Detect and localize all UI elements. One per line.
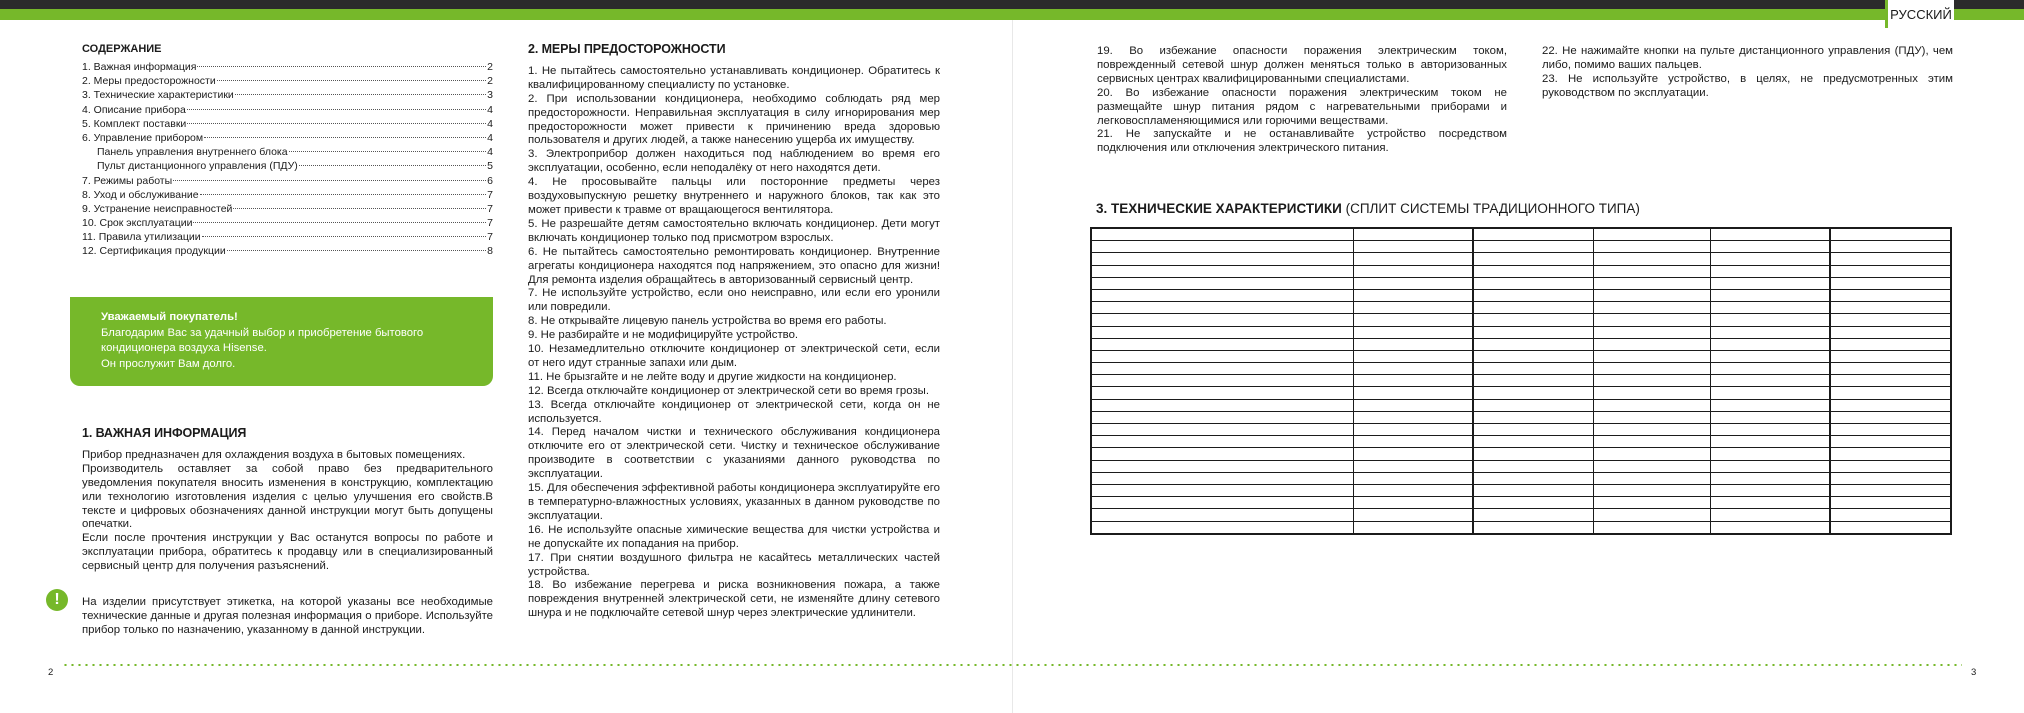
precaution-item: 8. Не открывайте лицевую панель устройства во время его работы. — [528, 315, 887, 328]
table-cell — [1593, 241, 1710, 253]
table-cell — [1473, 289, 1593, 301]
table-row — [1091, 484, 1951, 496]
toc-item-page: 4 — [487, 103, 493, 116]
precautions-continued-a — [1097, 45, 1507, 156]
table-cell — [1593, 460, 1710, 472]
table-cell — [1473, 265, 1593, 277]
table-cell — [1473, 484, 1593, 496]
precaution-item: 19. Во избежание опасности поражения электрическим током, поврежденный сетевой шнур должен меняться только в авторизованных сервисных центрах квалифицированными специалистами. — [1097, 45, 1507, 85]
table-cell — [1593, 228, 1710, 241]
table-cell — [1711, 277, 1831, 289]
table-cell — [1711, 363, 1831, 375]
table-cell — [1091, 326, 1353, 338]
table-cell — [1353, 484, 1473, 496]
table-cell — [1711, 460, 1831, 472]
table-cell — [1711, 338, 1831, 350]
table-cell — [1711, 350, 1831, 362]
table-cell — [1473, 253, 1593, 265]
table-cell — [1711, 228, 1831, 241]
table-cell — [1711, 314, 1831, 326]
precaution-item: 11. Не брызгайте и не лейте воду и другие жидкости на кондиционер. — [528, 370, 897, 383]
toc-item[interactable] — [82, 203, 493, 217]
toc-item-page: 4 — [487, 117, 493, 130]
toc-leader-dots — [204, 137, 486, 138]
table-cell — [1473, 228, 1593, 241]
table-cell — [1353, 399, 1473, 411]
toc-leader-dots — [173, 180, 486, 181]
table-cell — [1091, 460, 1353, 472]
table-cell — [1593, 411, 1710, 423]
toc-leader-dots — [299, 165, 486, 166]
table-cell — [1830, 350, 1951, 362]
language-tab: РУССКИЙ — [1885, 0, 1954, 28]
table-cell — [1353, 363, 1473, 375]
precaution-item: 18. Во избежание перегрева и риска возникновения пожара, а также повреждения внутренней электрической сети, не изменяйте длину сетевого шнура и не подключайте сетевой шнур через электрические удлинители. — [528, 579, 940, 620]
table-cell — [1830, 436, 1951, 448]
precaution-item: 5. Не разрешайте детям самостоятельно включать кондиционер. Дети могут включать кондиционер только под присмотром взрослых. — [528, 217, 940, 244]
section-title: 1. ВАЖНАЯ ИНФОРМАЦИЯ — [82, 426, 247, 440]
table-row — [1091, 338, 1951, 350]
table-cell — [1473, 424, 1593, 436]
precaution-item: 14. Перед началом чистки и технического обслуживания кондиционера отключите его от электрической сети. Чистку и техническое обслуживание производите в соответствии с указаниями данного руководства по эксплуатации. — [528, 426, 940, 481]
table-cell — [1830, 497, 1951, 509]
toc-item-label: Пульт дистанционного управления (ПДУ) — [97, 160, 298, 173]
precaution-item: 6. Не пытайтесь самостоятельно ремонтировать кондиционер. Внутренние агрегаты кондиционера находятся под напряжением, это опасно для жизни! Для ремонта изделия обращайтесь в авторизованный сервисный центр. — [528, 245, 940, 286]
table-cell — [1593, 448, 1710, 460]
toc-item[interactable] — [82, 104, 493, 118]
table-cell — [1353, 338, 1473, 350]
table-cell — [1473, 302, 1593, 314]
table-cell — [1593, 265, 1710, 277]
table-cell — [1711, 387, 1831, 399]
table-cell — [1353, 448, 1473, 460]
toc-item[interactable] — [82, 75, 493, 89]
table-cell — [1353, 460, 1473, 472]
table-row — [1091, 472, 1951, 484]
table-cell — [1091, 448, 1353, 460]
toc-item-page: 7 — [487, 231, 493, 244]
table-cell — [1473, 472, 1593, 484]
precaution-item: 13. Всегда отключайте кондиционер от электрической сети, когда он не используется. — [528, 398, 940, 425]
table-cell — [1091, 289, 1353, 301]
table-cell — [1353, 424, 1473, 436]
table-row — [1091, 448, 1951, 460]
section-specs-title — [1096, 201, 1640, 216]
table-cell — [1830, 277, 1951, 289]
table-cell — [1830, 241, 1951, 253]
table-cell — [1353, 521, 1473, 534]
toc-item[interactable] — [82, 61, 493, 75]
table-cell — [1473, 363, 1593, 375]
toc-item-label: 9. Устранение неисправностей — [82, 202, 233, 215]
table-row — [1091, 289, 1951, 301]
table-cell — [1711, 241, 1831, 253]
toc-item-page: 7 — [487, 217, 493, 230]
table-cell — [1473, 326, 1593, 338]
specs-table — [1090, 227, 1952, 535]
table-row — [1091, 521, 1951, 534]
table-cell — [1091, 314, 1353, 326]
toc-item[interactable] — [82, 146, 493, 160]
table-cell — [1473, 241, 1593, 253]
table-cell — [1473, 375, 1593, 387]
toc-item[interactable] — [82, 89, 493, 103]
table-row — [1091, 314, 1951, 326]
section-important-info — [82, 427, 493, 574]
table-row — [1091, 509, 1951, 521]
precaution-item: 3. Электроприбор должен находиться под наблюдением во время его эксплуатации, особенно, если неподалёку от него находятся дети. — [528, 148, 940, 175]
toc-item-page: 8 — [487, 245, 493, 258]
toc-leader-dots — [202, 236, 487, 237]
table-cell — [1830, 375, 1951, 387]
table-cell — [1830, 460, 1951, 472]
toc-leader-dots — [187, 109, 486, 110]
table-cell — [1353, 411, 1473, 423]
table-cell — [1711, 484, 1831, 496]
table-cell — [1711, 509, 1831, 521]
table-cell — [1091, 228, 1353, 241]
table-row — [1091, 326, 1951, 338]
table-cell — [1711, 521, 1831, 534]
toc-item-label: 11. Правила утилизации — [82, 231, 201, 244]
toc-item[interactable] — [82, 217, 493, 231]
precaution-item: 16. Не используйте опасные химические вещества для чистки устройства и не допускайте их попадания на прибор. — [528, 523, 940, 550]
table-cell — [1353, 289, 1473, 301]
table-cell — [1830, 265, 1951, 277]
table-cell — [1091, 253, 1353, 265]
table-cell — [1593, 277, 1710, 289]
toc-item-page: 2 — [487, 61, 493, 73]
toc-item[interactable] — [82, 245, 493, 259]
table-cell — [1091, 484, 1353, 496]
table-cell — [1473, 521, 1593, 534]
toc-item-label: 2. Меры предосторожности — [82, 75, 216, 88]
table-cell — [1473, 436, 1593, 448]
table-cell — [1353, 375, 1473, 387]
page-number: 2 — [48, 667, 54, 678]
table-cell — [1091, 424, 1353, 436]
table-cell — [1830, 448, 1951, 460]
table-cell — [1593, 484, 1710, 496]
table-cell — [1830, 289, 1951, 301]
toc-item-label: 1. Важная информация — [82, 61, 197, 73]
greeting-title: Уважаемый покупатель! — [101, 311, 238, 323]
precaution-item: 9. Не разбирайте и не модифицируйте устройство. — [528, 329, 799, 342]
table-cell — [1711, 497, 1831, 509]
table-row — [1091, 350, 1951, 362]
table-cell — [1593, 509, 1710, 521]
toc-item-label: 7. Режимы работы — [82, 174, 173, 187]
toc-item[interactable] — [82, 132, 493, 146]
toc-leader-dots — [193, 222, 486, 223]
table-cell — [1830, 314, 1951, 326]
table-cell — [1353, 387, 1473, 399]
table-cell — [1473, 497, 1593, 509]
table-cell — [1593, 375, 1710, 387]
table-row — [1091, 241, 1951, 253]
notice-text: На изделии присутствует этикетка, на которой указаны все необходимые технические данные и другая полезная информация о приборе. Используйте прибор только по назначению, указанному в данной инструкции. — [82, 596, 493, 636]
paragraph: Если после прочтения инструкции у Вас останутся вопросы по работе и эксплуатации прибора, обратитесь к продавцу или в специализированный сервисный центр для получения разъяснений. — [82, 532, 493, 573]
table-cell — [1830, 338, 1951, 350]
greeting-box — [70, 297, 493, 386]
precaution-item: 20. Во избежание опасности поражения электрическим током не размещайте шнур питания рядом с нагревательными приборами и легковоспламеняющимися или горючими веществами. — [1097, 86, 1507, 127]
section-title: 3. ТЕХНИЧЕСКИЕ ХАРАКТЕРИСТИКИ — [1096, 201, 1342, 216]
table-row — [1091, 436, 1951, 448]
table-row — [1091, 265, 1951, 277]
table-cell — [1711, 472, 1831, 484]
precautions-list — [1542, 45, 1953, 101]
table-row — [1091, 411, 1951, 423]
table-cell — [1091, 436, 1353, 448]
precaution-item: 2. При использовании кондиционера, необходимо соблюдать ряд мер предосторожности. Неправильная эксплуатация в силу игнорирования мер предосторожности может привести к причинению вреда здоровью пользователя и других людей, а также нанесению ущерба их имуществу. — [528, 92, 940, 147]
table-cell — [1473, 509, 1593, 521]
table-cell — [1353, 497, 1473, 509]
toc-leader-dots — [233, 208, 486, 209]
table-cell — [1830, 387, 1951, 399]
table-cell — [1593, 289, 1710, 301]
toc-title: СОДЕРЖАНИЕ — [82, 43, 162, 55]
greeting-line: кондиционера воздуха Hisense. — [101, 342, 267, 354]
toc-item[interactable] — [82, 118, 493, 132]
table-cell — [1711, 265, 1831, 277]
table-cell — [1593, 302, 1710, 314]
paragraph: Прибор предназначен для охлаждения воздуха в бытовых помещениях. — [82, 448, 466, 461]
toc-item[interactable] — [82, 160, 493, 174]
table-cell — [1711, 448, 1831, 460]
table-cell — [1091, 302, 1353, 314]
table-cell — [1593, 521, 1710, 534]
table-cell — [1473, 387, 1593, 399]
page-number: 3 — [1971, 667, 1977, 678]
toc-item[interactable] — [82, 231, 493, 245]
table-row — [1091, 302, 1951, 314]
precaution-item: 12. Всегда отключайте кондиционер от электрической сети во время грозы. — [528, 384, 930, 397]
table-cell — [1091, 338, 1353, 350]
table-cell — [1091, 375, 1353, 387]
table-cell — [1711, 289, 1831, 301]
toc-leader-dots — [235, 94, 486, 95]
table-cell — [1353, 326, 1473, 338]
section-precautions — [528, 43, 940, 621]
table-cell — [1593, 472, 1710, 484]
table-cell — [1593, 399, 1710, 411]
top-dark-bar — [0, 0, 2024, 9]
table-cell — [1830, 509, 1951, 521]
toc-item[interactable] — [82, 175, 493, 189]
table-cell — [1593, 387, 1710, 399]
table-cell — [1830, 411, 1951, 423]
table-cell — [1830, 521, 1951, 534]
table-cell — [1091, 497, 1353, 509]
section-title: 2. МЕРЫ ПРЕДОСТОРОЖНОСТИ — [528, 42, 726, 56]
table-row — [1091, 387, 1951, 399]
toc-item-page: 7 — [487, 188, 493, 201]
toc-item-page: 3 — [487, 89, 493, 102]
table-cell — [1353, 265, 1473, 277]
table-row — [1091, 497, 1951, 509]
table-cell — [1091, 241, 1353, 253]
table-row — [1091, 375, 1951, 387]
toc-leader-dots — [227, 250, 486, 251]
table-cell — [1830, 253, 1951, 265]
table-cell — [1353, 241, 1473, 253]
table-cell — [1830, 228, 1951, 241]
table-cell — [1830, 302, 1951, 314]
toc-item-page: 6 — [487, 174, 493, 187]
paragraph: Производитель оставляет за собой право без предварительного уведомления покупателя вносить изменения в конструкцию, комплектацию или технологию изготовления изделия с целью улучшения его свойств.В тексте и цифровых обозначениях данной инструкции могут быть допущены опечатки. — [82, 462, 493, 531]
table-cell — [1473, 448, 1593, 460]
table-cell — [1593, 338, 1710, 350]
precaution-item: 21. Не запускайте и не останавливайте устройство посредством подключения или отключения электрического питания. — [1097, 128, 1507, 155]
table-cell — [1091, 363, 1353, 375]
page-spread-divider — [1012, 20, 1013, 713]
table-cell — [1091, 350, 1353, 362]
table-cell — [1353, 472, 1473, 484]
toc-item-page: 4 — [487, 131, 493, 144]
table-cell — [1711, 399, 1831, 411]
table-cell — [1091, 472, 1353, 484]
table-cell — [1593, 326, 1710, 338]
toc-item-label: 8. Уход и обслуживание — [82, 188, 199, 201]
toc-leader-dots — [187, 123, 486, 124]
toc-item-label: 3. Технические характеристики — [82, 89, 234, 102]
precaution-item: 10. Незамедлительно отключите кондиционер от электрической сети, если от него идут странные запахи или дым. — [528, 343, 940, 369]
precaution-item: 7. Не используйте устройство, если оно неисправно, или если его уронили или повредили. — [528, 287, 940, 314]
toc-item-label: 4. Описание прибора — [82, 103, 186, 116]
toc-item-page: 4 — [487, 146, 493, 159]
table-cell — [1473, 314, 1593, 326]
table-cell — [1830, 326, 1951, 338]
toc-list — [82, 61, 493, 260]
table-cell — [1830, 399, 1951, 411]
table-cell — [1091, 387, 1353, 399]
table-cell — [1473, 277, 1593, 289]
table-cell — [1473, 411, 1593, 423]
toc-item-page: 7 — [487, 202, 493, 215]
precaution-item: 22. Не нажимайте кнопки на пульте дистанционного управления (ПДУ), чем либо, помимо ваших пальцев. — [1542, 45, 1953, 71]
precautions-continued-b — [1542, 45, 1953, 101]
table-cell — [1830, 363, 1951, 375]
table-cell — [1353, 253, 1473, 265]
table-cell — [1091, 399, 1353, 411]
table-cell — [1593, 253, 1710, 265]
table-cell — [1091, 509, 1353, 521]
toc-leader-dots — [289, 151, 487, 152]
table-cell — [1473, 460, 1593, 472]
table-cell — [1830, 484, 1951, 496]
table-row — [1091, 228, 1951, 241]
notice — [82, 596, 493, 638]
table-cell — [1711, 375, 1831, 387]
precaution-item: 1. Не пытайтесь самостоятельно устанавливать кондиционер. Обратитесь к квалифицированному специалисту по установке. — [528, 64, 940, 91]
table-cell — [1353, 509, 1473, 521]
toc-item-label: 5. Комплект поставки — [82, 117, 187, 130]
table-cell — [1593, 424, 1710, 436]
table-row — [1091, 363, 1951, 375]
table-cell — [1091, 521, 1353, 534]
table-cell — [1593, 436, 1710, 448]
table-cell — [1711, 326, 1831, 338]
table-row — [1091, 253, 1951, 265]
table-cell — [1473, 350, 1593, 362]
table-cell — [1473, 399, 1593, 411]
table-cell — [1593, 363, 1710, 375]
toc-item-page: 2 — [487, 75, 493, 88]
top-green-bar — [0, 9, 2024, 20]
footer-dotted-line — [62, 664, 1962, 666]
table-row — [1091, 277, 1951, 289]
toc-item-label: Панель управления внутреннего блока — [97, 146, 288, 159]
toc-item-label: 6. Управление прибором — [82, 131, 204, 144]
precautions-list — [1097, 45, 1507, 156]
table-cell — [1711, 253, 1831, 265]
table-of-contents — [82, 43, 493, 260]
table-cell — [1353, 228, 1473, 241]
table-cell — [1711, 424, 1831, 436]
table-row — [1091, 424, 1951, 436]
table-cell — [1593, 497, 1710, 509]
table-row — [1091, 399, 1951, 411]
toc-item[interactable] — [82, 189, 493, 203]
toc-item-page: 5 — [487, 160, 493, 173]
table-cell — [1091, 277, 1353, 289]
table-cell — [1830, 424, 1951, 436]
table-cell — [1593, 350, 1710, 362]
precautions-list — [528, 65, 940, 621]
table-cell — [1353, 277, 1473, 289]
toc-leader-dots — [217, 80, 486, 81]
table-cell — [1353, 350, 1473, 362]
greeting-line: Он прослужит Вам долго. — [101, 357, 236, 370]
section-subtitle: (СПЛИТ СИСТЕМЫ ТРАДИЦИОННОГО ТИПА) — [1345, 201, 1640, 216]
table-cell — [1091, 411, 1353, 423]
table-cell — [1711, 411, 1831, 423]
precaution-item: 17. При снятии воздушного фильтра не касайтесь металлических частей устройства. — [528, 551, 940, 578]
table-cell — [1353, 314, 1473, 326]
table-cell — [1353, 436, 1473, 448]
precaution-item: 4. Не просовывайте пальцы или посторонние предметы через воздуховыпускную решетку внутреннего и наружного блоков, так как это может привести к травме от вращающегося вентилятора. — [528, 176, 940, 216]
precaution-item: 15. Для обеспечения эффективной работы кондиционера эксплуатируйте его в температурно-влажностных условиях, указанных в данном руководстве по эксплуатации. — [528, 482, 940, 522]
toc-item-label: 12. Сертификация продукции — [82, 245, 226, 258]
table-cell — [1473, 338, 1593, 350]
table-cell — [1711, 436, 1831, 448]
toc-leader-dots — [200, 194, 487, 195]
exclamation-icon: ! — [46, 589, 68, 611]
toc-item-label: 10. Срок эксплуатации — [82, 217, 193, 230]
table-row — [1091, 460, 1951, 472]
table-cell — [1830, 472, 1951, 484]
table-cell — [1593, 314, 1710, 326]
table-cell — [1711, 302, 1831, 314]
table-cell — [1091, 265, 1353, 277]
greeting-line: Благодарим Вас за удачный выбор и приобретение бытового — [101, 326, 424, 339]
table-cell — [1353, 302, 1473, 314]
precaution-item: 23. Не используйте устройство, в целях, не предусмотренных этим руководством по эксплуатации. — [1542, 72, 1953, 99]
toc-leader-dots — [197, 66, 486, 67]
